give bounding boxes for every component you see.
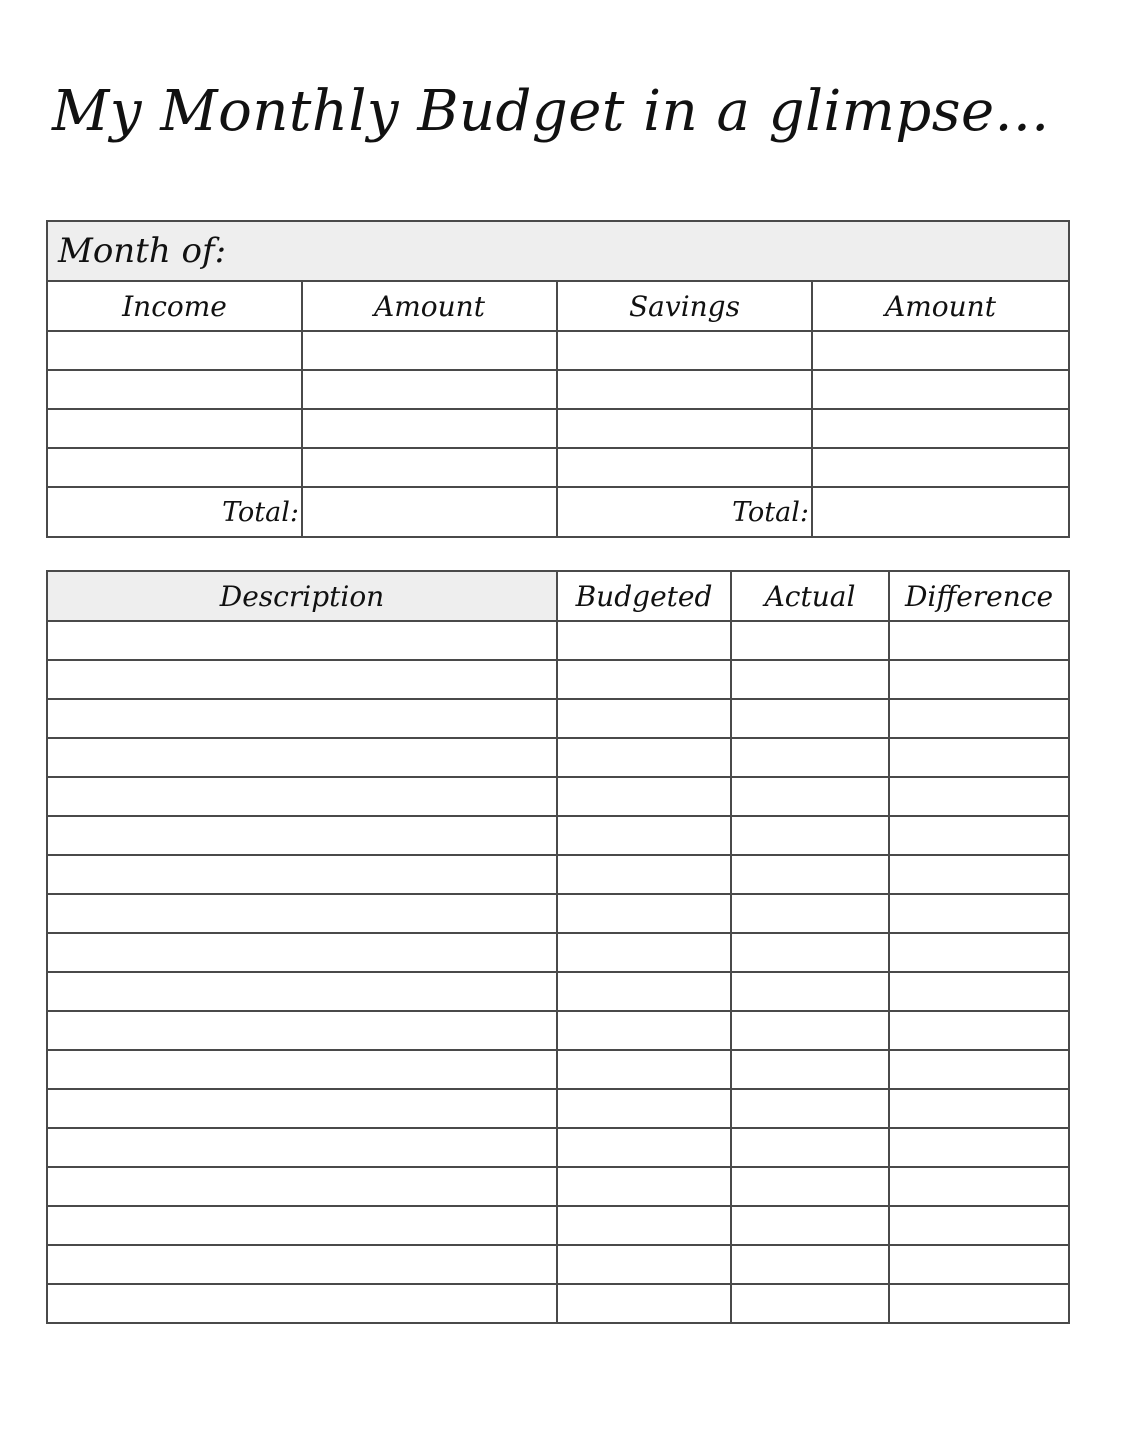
income-cell[interactable] [47,409,302,448]
budgeted-cell[interactable] [557,621,731,660]
expense-row [47,1050,1069,1089]
income-savings-header-row [47,281,1069,331]
savings-total-label: Total: [557,487,812,537]
budgeted-cell[interactable] [557,777,731,816]
budgeted-cell[interactable] [557,1128,731,1167]
savings-cell[interactable] [557,448,812,487]
budgeted-cell[interactable] [557,816,731,855]
income-total-cell[interactable] [302,487,557,537]
actual-cell[interactable] [731,1128,889,1167]
actual-cell[interactable] [731,1167,889,1206]
actual-cell[interactable] [731,816,889,855]
description-cell[interactable] [47,1245,557,1284]
budgeted-header: Budgeted [557,571,731,621]
difference-cell[interactable] [889,894,1069,933]
difference-cell[interactable] [889,855,1069,894]
expense-row [47,777,1069,816]
expense-row [47,621,1069,660]
description-cell[interactable] [47,972,557,1011]
budgeted-cell[interactable] [557,660,731,699]
description-cell[interactable] [47,1050,557,1089]
actual-cell[interactable] [731,1206,889,1245]
income-savings-row [47,331,1069,370]
month-of-field[interactable]: Month of: [47,221,1069,281]
difference-cell[interactable] [889,816,1069,855]
actual-cell[interactable] [731,1284,889,1323]
difference-cell[interactable] [889,1011,1069,1050]
expense-row [47,1011,1069,1050]
expenses-header-row [47,571,1069,621]
income-amount-cell[interactable] [302,331,557,370]
month-row [47,221,1069,281]
budgeted-cell[interactable] [557,933,731,972]
difference-cell[interactable] [889,933,1069,972]
expense-row [47,699,1069,738]
actual-cell[interactable] [731,738,889,777]
difference-cell[interactable] [889,1050,1069,1089]
income-savings-table [46,220,1070,538]
budgeted-cell[interactable] [557,1050,731,1089]
description-cell[interactable] [47,894,557,933]
difference-cell[interactable] [889,1284,1069,1323]
description-cell[interactable] [47,1011,557,1050]
description-cell[interactable] [47,1089,557,1128]
expense-row [47,933,1069,972]
difference-cell[interactable] [889,1206,1069,1245]
expense-row [47,738,1069,777]
income-amount-cell[interactable] [302,448,557,487]
budgeted-cell[interactable] [557,699,731,738]
expense-row [47,972,1069,1011]
savings-total-cell[interactable] [812,487,1069,537]
difference-cell[interactable] [889,972,1069,1011]
actual-cell[interactable] [731,894,889,933]
actual-header: Actual [731,571,889,621]
budgeted-cell[interactable] [557,894,731,933]
description-cell[interactable] [47,816,557,855]
description-cell[interactable] [47,1128,557,1167]
savings-amount-cell[interactable] [812,370,1069,409]
difference-cell[interactable] [889,777,1069,816]
expense-row [47,1284,1069,1323]
description-cell[interactable] [47,1284,557,1323]
savings-amount-header: Amount [812,281,1069,331]
income-savings-row [47,370,1069,409]
description-cell[interactable] [47,738,557,777]
savings-header: Savings [557,281,812,331]
expense-row [47,1128,1069,1167]
total-row [47,487,1069,537]
budgeted-cell[interactable] [557,1167,731,1206]
difference-cell[interactable] [889,660,1069,699]
expense-row [47,855,1069,894]
actual-cell[interactable] [731,621,889,660]
difference-cell[interactable] [889,738,1069,777]
actual-cell[interactable] [731,1011,889,1050]
budgeted-cell[interactable] [557,1284,731,1323]
actual-cell[interactable] [731,1245,889,1284]
actual-cell[interactable] [731,1050,889,1089]
description-cell[interactable] [47,777,557,816]
expenses-table [46,570,1070,1324]
budgeted-cell[interactable] [557,1245,731,1284]
budgeted-cell[interactable] [557,855,731,894]
difference-cell[interactable] [889,621,1069,660]
description-cell[interactable] [47,621,557,660]
expense-row [47,1245,1069,1284]
income-cell[interactable] [47,370,302,409]
actual-cell[interactable] [731,855,889,894]
difference-header: Difference [889,571,1069,621]
expense-row [47,894,1069,933]
expense-row [47,1089,1069,1128]
difference-cell[interactable] [889,1245,1069,1284]
income-cell[interactable] [47,448,302,487]
actual-cell[interactable] [731,1089,889,1128]
income-header: Income [47,281,302,331]
difference-cell[interactable] [889,1089,1069,1128]
description-cell[interactable] [47,855,557,894]
actual-cell[interactable] [731,660,889,699]
savings-amount-cell[interactable] [812,448,1069,487]
difference-cell[interactable] [889,1167,1069,1206]
budgeted-cell[interactable] [557,1011,731,1050]
actual-cell[interactable] [731,699,889,738]
savings-amount-cell[interactable] [812,331,1069,370]
description-cell[interactable] [47,1206,557,1245]
savings-amount-cell[interactable] [812,409,1069,448]
savings-cell[interactable] [557,370,812,409]
actual-cell[interactable] [731,972,889,1011]
savings-cell[interactable] [557,409,812,448]
income-amount-header: Amount [302,281,557,331]
description-cell[interactable] [47,933,557,972]
actual-cell[interactable] [731,933,889,972]
page-title: My Monthly Budget in a glimpse... [52,79,1050,144]
budgeted-cell[interactable] [557,1089,731,1128]
income-savings-row [47,409,1069,448]
description-cell[interactable] [47,699,557,738]
income-amount-cell[interactable] [302,409,557,448]
budgeted-cell[interactable] [557,1206,731,1245]
expense-row [47,816,1069,855]
expense-row [47,1167,1069,1206]
income-total-label: Total: [47,487,302,537]
description-cell[interactable] [47,660,557,699]
budgeted-cell[interactable] [557,738,731,777]
expense-row [47,660,1069,699]
budgeted-cell[interactable] [557,972,731,1011]
income-cell[interactable] [47,331,302,370]
actual-cell[interactable] [731,777,889,816]
savings-cell[interactable] [557,331,812,370]
difference-cell[interactable] [889,1128,1069,1167]
difference-cell[interactable] [889,699,1069,738]
income-amount-cell[interactable] [302,370,557,409]
description-header: Description [47,571,557,621]
description-cell[interactable] [47,1167,557,1206]
income-savings-row [47,448,1069,487]
expense-row [47,1206,1069,1245]
